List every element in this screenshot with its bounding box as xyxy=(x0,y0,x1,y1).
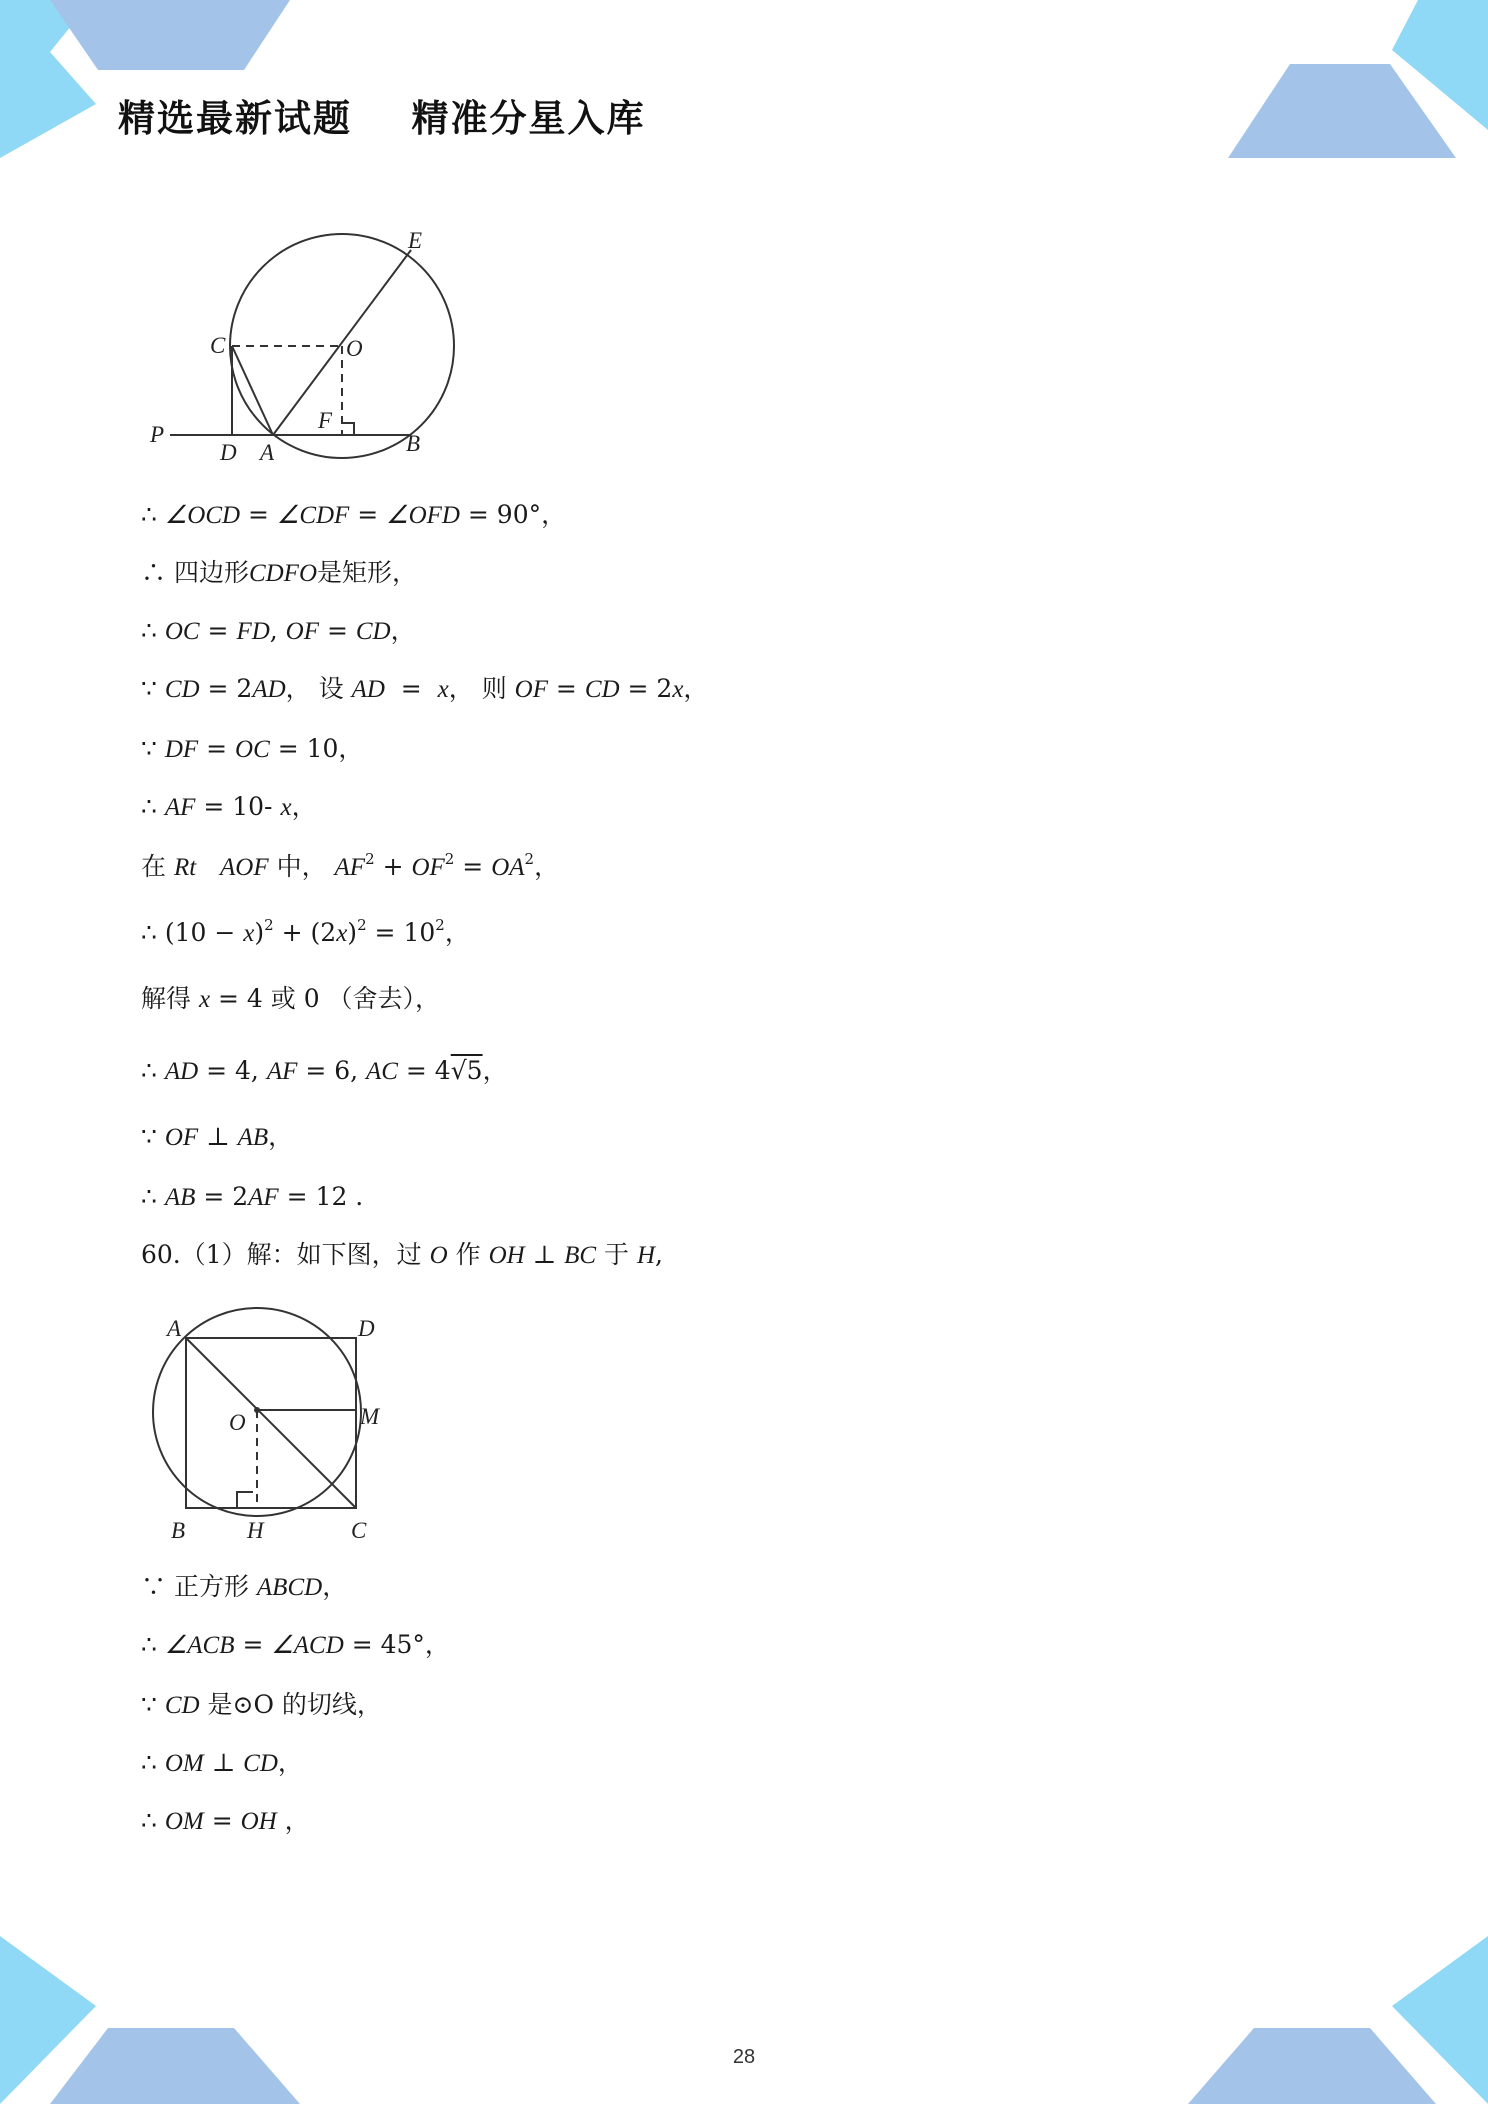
header-title: 精选最新试题 精准分星入库 xyxy=(118,97,646,140)
label-c: C xyxy=(210,333,226,358)
label-o: O xyxy=(346,336,363,361)
step-10: ∴ AD = 4, AF = 6, AC = 4√5， xyxy=(141,1056,508,1085)
label-p: P xyxy=(150,422,165,447)
label-d: D xyxy=(358,1316,375,1341)
label-f: F xyxy=(318,408,333,433)
label-h: H xyxy=(247,1518,264,1543)
step-4: ∵ CD = 2AD， 设 AD = x， 则 OF = CD = 2x， xyxy=(141,674,709,703)
step-13: ∵ 正方形 ABCD， xyxy=(141,1572,348,1601)
bottom-left-decoration xyxy=(0,1936,300,2104)
step-8: ∴ $(10 - x)^2 + (2x)^2 = 10^2$， xyxy=(141,916,470,947)
label-b: B xyxy=(406,431,421,456)
step-9: 解得 x = 4 或 0 （舍去）， xyxy=(141,984,441,1013)
step-6: ∴ AF = 10- x， xyxy=(141,792,317,821)
label-o: O xyxy=(229,1410,246,1435)
step-7: 在 Rt AOF 中， $AF^2 + OF^2 = OA^2$， xyxy=(141,850,560,881)
label-c: C xyxy=(351,1518,367,1543)
step-3: ∴ OC = FD, OF = CD， xyxy=(141,616,416,645)
top-right-decoration xyxy=(1228,0,1488,158)
point-o xyxy=(254,1407,260,1413)
diagonal-ac xyxy=(186,1338,356,1508)
right-angle-f xyxy=(342,423,354,435)
step-12: ∴ AB = 2AF = 12 . xyxy=(141,1182,364,1211)
step-14: ∴ ∠ACB = ∠ACD = 45°， xyxy=(141,1630,450,1659)
bottom-right-decoration xyxy=(1188,1936,1488,2104)
step-11: ∵ OF ⊥ AB， xyxy=(141,1122,294,1151)
step-16: ∴ OM ⊥ CD， xyxy=(141,1748,303,1777)
problem-60-intro: 60.（1）解：如下图，过 O 作 OH ⊥ BC 于 H, xyxy=(141,1240,663,1269)
figure-circle-tangent xyxy=(140,220,480,470)
step-17: ∴ OM = OH ， xyxy=(141,1806,310,1835)
page-number: 28 xyxy=(732,2046,756,2068)
label-b: B xyxy=(171,1518,186,1543)
step-15: ∵ CD 是⊙O 的切线， xyxy=(141,1690,382,1719)
step-1: ∴ ∠OCD = ∠CDF = ∠OFD = 90°， xyxy=(141,500,567,529)
step-2: ∴ 四边形CDFO是矩形， xyxy=(141,558,418,587)
step-5: ∵ DF = OC = 10， xyxy=(141,734,364,763)
label-m: M xyxy=(360,1404,380,1429)
label-e: E xyxy=(408,228,423,253)
right-angle-h xyxy=(237,1492,253,1508)
label-d: D xyxy=(220,440,237,465)
label-a: A xyxy=(260,440,275,465)
label-a: A xyxy=(167,1316,182,1341)
figure-square-circle xyxy=(145,1300,405,1550)
